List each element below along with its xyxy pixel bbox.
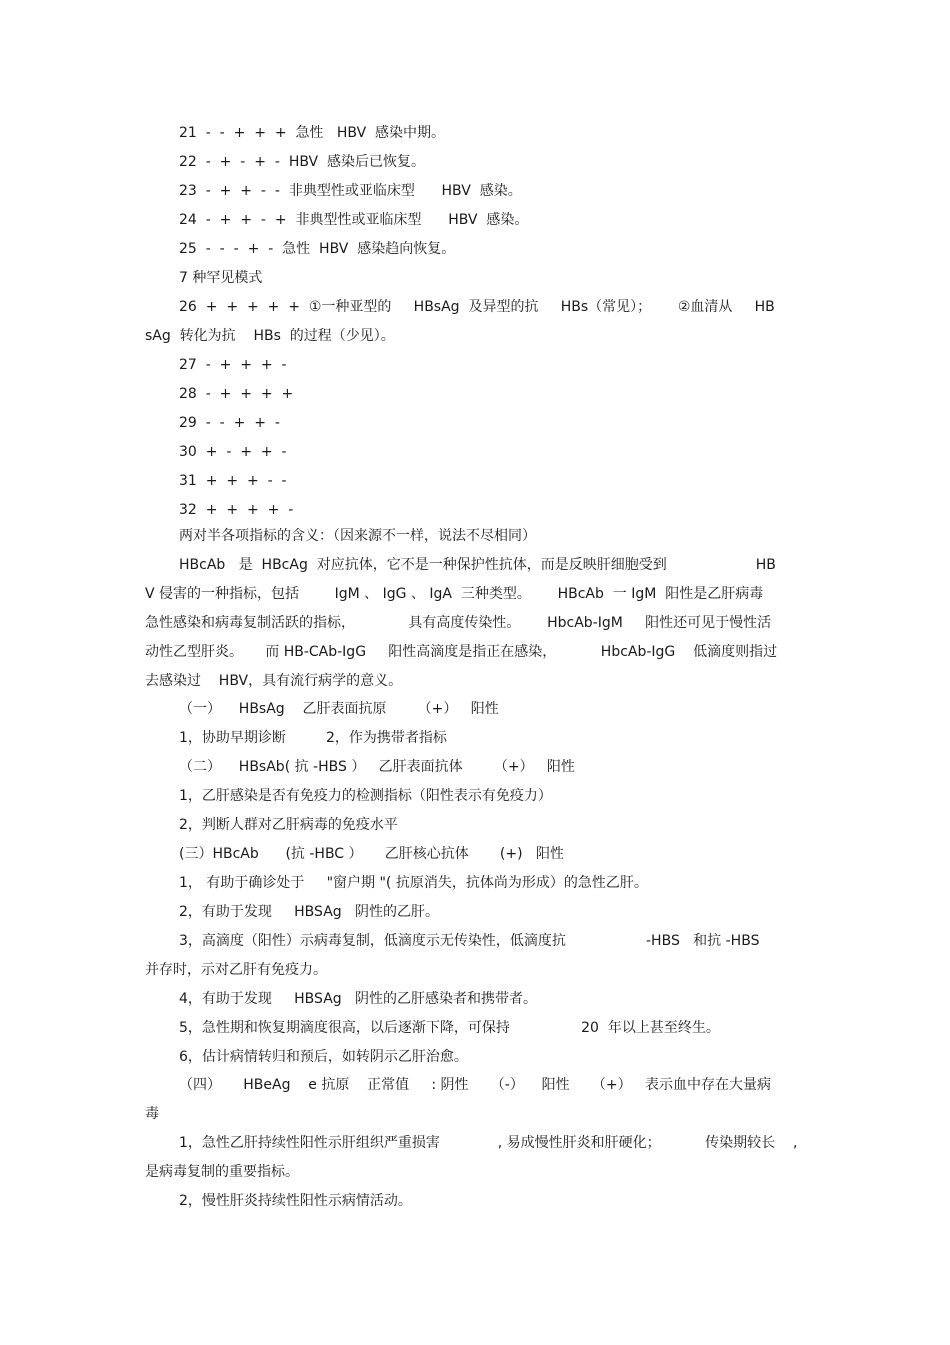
text-line: 去感染过 HBV，具有流行病学的意义。 xyxy=(145,673,403,689)
text-line: 32 + + + + - xyxy=(179,502,294,518)
text-line: 毒 xyxy=(145,1106,159,1122)
text-line: 1， 有助于确诊处于 "窗户期 "( 抗原消失，抗体尚为形成）的急性乙肝。 xyxy=(179,875,648,891)
text-line: sAg 转化为抗 HBs 的过程（少见）。 xyxy=(145,328,395,344)
text-line: V 侵害的一种指标，包括 IgM 、 IgG 、 IgA 三种类型。 HBcAb 一 IgM 阳性是乙肝病毒 xyxy=(145,586,764,602)
text-line: 24 - + + - + 非典型性或亚临床型 HBV 感染。 xyxy=(179,212,529,228)
text-line: 31 + + + - - xyxy=(179,473,287,489)
text-line: 28 - + + + + xyxy=(179,386,294,402)
text-line: （一） HBsAg 乙肝表面抗原 （+） 阳性 xyxy=(179,701,499,717)
text-line: 3，高滴度（阳性）示病毒复制，低滴度示无传染性，低滴度抗 -HBS 和抗 -HBS xyxy=(179,933,760,949)
text-line: 并存时，示对乙肝有免疫力。 xyxy=(145,962,327,978)
text-line: 2，判断人群对乙肝病毒的免疫水平 xyxy=(179,817,398,833)
text-line: HBcAb 是 HBcAg 对应抗体，它不是一种保护性抗体，而是反映肝细胞受到 HB xyxy=(179,557,776,573)
text-line: 1，乙肝感染是否有免疫力的检测指标（阳性表示有免疫力） xyxy=(179,788,552,804)
text-line: 是病毒复制的重要指标。 xyxy=(145,1164,299,1180)
text-line: (三）HBcAb (抗 -HBC ） 乙肝核心抗体 (+) 阳性 xyxy=(179,846,564,862)
text-line: 7 种罕见模式 xyxy=(179,270,263,286)
text-line: 27 - + + + - xyxy=(179,357,287,373)
text-line: （四） HBeAg e 抗原 正常值 : 阴性 （-） 阳性 （+） 表示血中存在大量病 xyxy=(179,1077,771,1093)
text-line: （二） HBsAb( 抗 -HBS ） 乙肝表面抗体 （+） 阳性 xyxy=(179,759,575,775)
text-line: 26 + + + + + ①一种亚型的 HBsAg 及异型的抗 HBs（常见）； ②血清从 HB xyxy=(179,299,775,315)
text-line: 25 - - - + - 急性 HBV 感染趋向恢复。 xyxy=(179,241,456,257)
text-line: 23 - + + - - 非典型性或亚临床型 HBV 感染。 xyxy=(179,183,522,199)
text-line: 29 - - + + - xyxy=(179,415,280,431)
text-line: 6，估计病情转归和预后，如转阴示乙肝治愈。 xyxy=(179,1049,468,1065)
text-line: 1，协助早期诊断 2，作为携带者指标 xyxy=(179,730,447,746)
text-line: 2，慢性肝炎持续性阳性示病情活动。 xyxy=(179,1193,412,1209)
text-line: 1，急性乙肝持续性阳性示肝组织严重损害 , 易成慢性肝炎和肝硬化； 传染期较长 , xyxy=(179,1135,798,1151)
text-line: 5，急性期和恢复期滴度很高，以后逐渐下降，可保持 20 年以上甚至终生。 xyxy=(179,1020,720,1036)
text-line: 两对半各项指标的含义：（因来源不一样，说法不尽相同） xyxy=(179,528,536,544)
text-line: 动性乙型肝炎。 而 HB-CAb-IgG 阳性高滴度是指正在感染， HbcAb-IgG 低滴度则指过 xyxy=(145,644,778,660)
text-line: 急性感染和病毒复制活跃的指标， 具有高度传染性。 HbcAb-IgM 阳性还可见于慢性活 xyxy=(145,615,772,631)
text-line: 30 + - + + - xyxy=(179,444,287,460)
text-line: 4，有助于发现 HBSAg 阴性的乙肝感染者和携带者。 xyxy=(179,991,538,1007)
text-line: 2，有助于发现 HBSAg 阴性的乙肝。 xyxy=(179,904,440,920)
text-line: 22 - + - + - HBV 感染后已恢复。 xyxy=(179,154,426,170)
text-line: 21 - - + + + 急性 HBV 感染中期。 xyxy=(179,125,446,141)
